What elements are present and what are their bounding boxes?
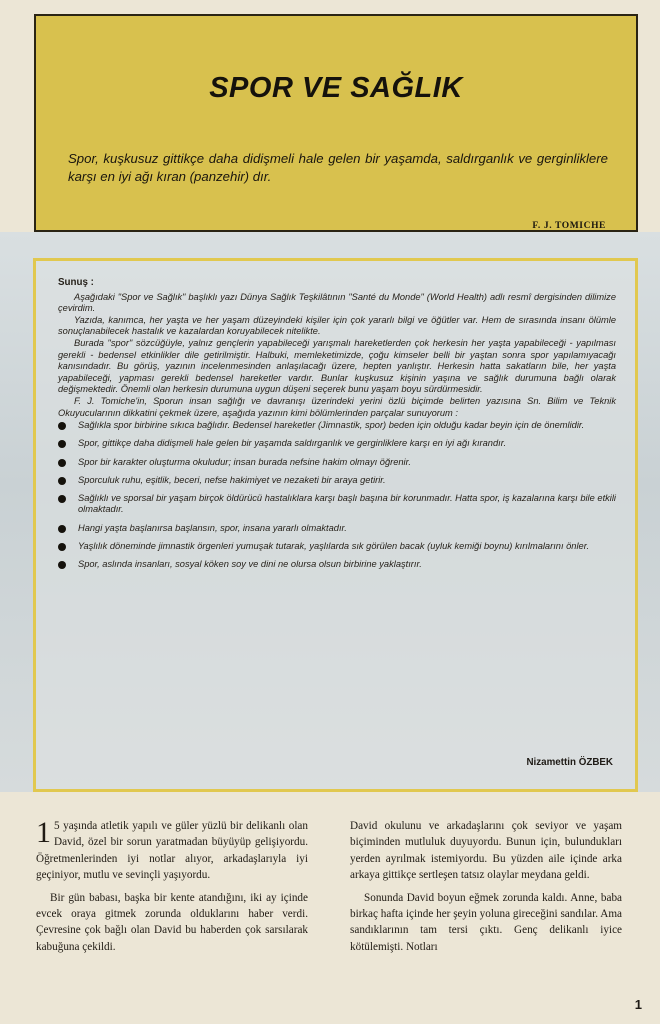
bullet-dot-icon [58, 440, 66, 448]
bullet-item [58, 493, 616, 516]
intro-paragraph: Yazıda, kanımca, her yaşta ve her yaşam düzeyindeki kişiler için çok yararlı bilgi ve öğütler var. Hem de sırasında insanı ölümle sonuçlanabilecek hastalık ve kazalardan koruyabilecek nitelikte. [58, 314, 616, 337]
bullet-item [58, 475, 616, 487]
bullet-text: Sporculuk ruhu, eşitlik, beceri, nefse hakimiyet ve nezaketi bir araya getirir. [78, 474, 386, 485]
drop-cap: 1 [36, 816, 51, 849]
page-title: SPOR VE SAĞLIK [209, 72, 463, 104]
body-text: 5 yaşında atletik yapılı ve güler yüzlü bir delikanlı olan David, özel bir sorun yaratmadan büyüyüp gelişiyordu. Öğretmenlerinden iyi notlar alıyor, arkadaşlarıyla iyi geçiniyor, mutlu ve sevinçli yaşıyordu. [36, 820, 308, 882]
epigraph-author: F. J. TOMICHE [532, 221, 606, 231]
bullet-dot-icon [58, 561, 66, 569]
bullet-text: Spor, aslında insanları, sosyal köken soy ve dini ne olursa olsun birbirine yaklaştırır. [78, 559, 422, 570]
bullet-list [58, 420, 616, 571]
bullet-text: Sağlıklı ve sporsal bir yaşam birçok öldürücü hastalıklara karşı başlı başına bir korunmadır. Hatta spor, iş kazalarına karşı bile etkili olmaktadır. [78, 492, 616, 515]
bullet-item [58, 523, 616, 535]
intro-paragraph: F. J. Tomiche'in, Sporun insan sağlığı ve davranışı üzerindeki yerini özlü biçimde belirten yazısına Sn. Bilim ve Teknik Okuyucularının dikkatini çekmek üzere, aşağıda yazının kimi bölümlerinden parçalar sunuyorum : [58, 395, 616, 418]
bullet-dot-icon [58, 459, 66, 467]
intro-paragraph: Burada "spor" sözcüğüyle, yalnız gençlerin yapabileceği yarışmalı hareketlerden çok herkesin her yaşta yapabileceği - yapılması gerekli - bedensel etkinlikler dile getirilmiştir. Halbuki, memleketimizde, çoğu kimseler belli bir yaştan sonra spor yapılamıyacağı kanısındadır. Bu görüş, yazının incelenmesinden anlaşılacağı üzere, hepten yanlıştır. Herkesin hatta sakatların bile, her yaşta yapabileceği, yapması gerekli bedensel hareketler vardır. Bunlar kuşkusuz kişinin yaşına ve sağlık durumuna bağlı olarak değişmektedir. Önemli olan herkesin durumuna uygun düşeni seçerek bunu yaşam boyu sürdürmesidir. [58, 337, 616, 395]
bullet-item [58, 420, 616, 432]
bullet-text: Spor bir karakter oluşturma okuludur; insan burada nefsine hakim olmayı öğrenir. [78, 456, 411, 467]
bullet-item [58, 438, 616, 450]
intro-signature: Nizamettin ÖZBEK [526, 757, 613, 768]
bullet-item [58, 541, 616, 553]
title-box [34, 14, 638, 232]
body-paragraph: Bir gün babası, başka bir kente atandığını, iki ay içinde evcek oraya gitmek zorunda olduklarını haber verdi. Çevresine çok bağlı olan David bu haberden çok sarsılarak kabuğuna çekildi. [36, 891, 308, 953]
body-paragraph: David okulunu ve arkadaşlarını çok seviyor ve yaşam biçiminden mutluluk duyuyordu. Bunun için, bulundukları yerden ayrılmak istemiyordu. Bu yüzden aile içinde arka arkaya gittikçe sertleşen tatsız olaylar meydana geldi. [350, 820, 622, 882]
body-paragraph: Sonunda David boyun eğmek zorunda kaldı. Anne, baba birkaç hafta içinde her şeyin yoluna gireceğini sandılar. Ama sandıklarının tam tersi çıktı. Genç delikanlı iyice kötülemişti. Notları [350, 891, 622, 953]
bullet-dot-icon [58, 495, 66, 503]
bullet-text: Spor, gittikçe daha didişmeli hale gelen bir yaşamda saldırganlık ve gerginliklere karşı en iyi ağı kırandır. [78, 438, 507, 449]
bullet-item [58, 457, 616, 469]
bullet-text: Yaşlılık döneminde jimnastik örgenleri yumuşak tutarak, yaşlılarda sık görülen bacak (uyluk kemiği boynu) kırılmalarını önler. [78, 540, 590, 551]
page-number: 1 [634, 997, 642, 1012]
body-paragraph [36, 818, 308, 884]
intro-box [33, 258, 638, 792]
intro-heading: Sunuş : [58, 277, 94, 288]
body-column-left [36, 818, 308, 961]
bullet-text: Hangi yaşta başlanırsa başlansın, spor, insana yararlı olmaktadır. [78, 522, 347, 533]
body-column-right [350, 818, 622, 961]
intro-paragraph: Aşağıdaki "Spor ve Sağlık" başlıklı yazı Dünya Sağlık Teşkilâtının "Santé du Monde" (World Health) adlı resmî dergisinden dilimize çevirdim. [58, 291, 616, 314]
bullet-dot-icon [58, 525, 66, 533]
bullet-dot-icon [58, 543, 66, 551]
bullet-text: Sağlıkla spor birbirine sıkıca bağlıdır. Bedensel hareketler (Jimnastik, spor) beden için olduğu kadar beyin için de önemlidir. [78, 420, 585, 431]
bullet-dot-icon [58, 477, 66, 485]
bullet-item [58, 559, 616, 571]
epigraph-text: Spor, kuşkusuz gittikçe daha didişmeli hale gelen bir yaşamda, saldırganlık ve gerginliklere karşı en iyi ağı kıran (panzehir) dır. [68, 151, 608, 184]
intro-content [58, 277, 616, 577]
bullet-dot-icon [58, 422, 66, 430]
